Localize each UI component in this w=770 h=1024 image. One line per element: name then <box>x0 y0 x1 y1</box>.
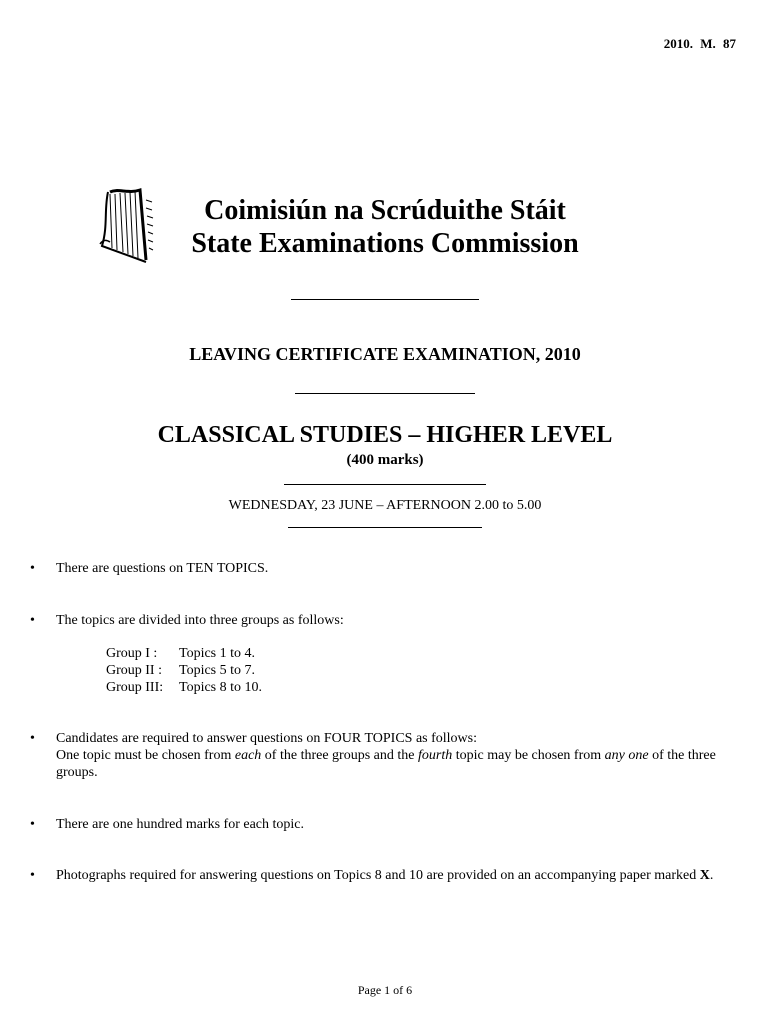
harp-icon <box>96 186 154 266</box>
exam-date: WEDNESDAY, 23 JUNE – AFTERNOON 2.00 to 5.00 <box>228 498 542 513</box>
organisation-name <box>170 194 600 260</box>
group-topics: Topics 5 to 7. <box>179 663 256 678</box>
instruction-line: Candidates are required to answer questions on FOUR TOPICS as follows: <box>56 731 477 746</box>
group-topics: Topics 1 to 4. <box>179 646 256 661</box>
total-marks: (400 marks) <box>346 452 424 468</box>
instruction-text: The topics are divided into three groups as follows: <box>56 613 344 628</box>
bullet-icon: • <box>30 561 35 576</box>
instruction-text <box>56 730 746 781</box>
text-run: One topic must be chosen from <box>56 748 235 763</box>
divider <box>284 484 486 485</box>
instruction-text: There are questions on TEN TOPICS. <box>56 561 269 576</box>
emphasis: fourth <box>417 748 453 763</box>
text-run: of the three groups. <box>56 748 716 780</box>
subject-title: CLASSICAL STUDIES – HIGHER LEVEL <box>157 422 613 448</box>
instruction-line <box>56 747 746 781</box>
paper-marker: X <box>699 868 710 883</box>
instruction-text <box>56 867 746 884</box>
group-label: Group II : <box>106 663 162 678</box>
bullet-icon: • <box>30 613 35 628</box>
bullet-icon: • <box>30 868 35 883</box>
group-label: Group I : <box>106 646 158 661</box>
group-label: Group III: <box>106 680 164 695</box>
page-number: Page 1 of 6 <box>357 983 413 997</box>
instruction-text: There are one hundred marks for each topic. <box>56 817 304 832</box>
paper-code: 2010. M. 87 <box>663 36 736 51</box>
organisation-name-english: State Examinations Commission <box>191 228 579 259</box>
bullet-icon: • <box>30 731 35 746</box>
text-run: of the three groups and the <box>261 748 418 763</box>
emphasis: each <box>234 748 262 763</box>
group-row <box>106 662 255 679</box>
exam-title: LEAVING CERTIFICATE EXAMINATION, 2010 <box>189 344 581 364</box>
divider <box>291 299 479 300</box>
group-row <box>106 679 262 696</box>
emphasis: any one <box>604 748 649 763</box>
divider <box>288 527 482 528</box>
group-row <box>106 645 255 662</box>
divider <box>295 393 475 394</box>
text-run: Photographs required for answering questions on Topics 8 and 10 are provided on an accompanying paper marked <box>56 868 700 883</box>
bullet-icon: • <box>30 817 35 832</box>
text-run: . <box>709 868 714 883</box>
text-run: topic may be chosen from <box>452 748 605 763</box>
group-topics: Topics 8 to 10. <box>179 680 263 695</box>
organisation-name-irish: Coimisiún na Scrúduithe Stáit <box>204 195 566 226</box>
